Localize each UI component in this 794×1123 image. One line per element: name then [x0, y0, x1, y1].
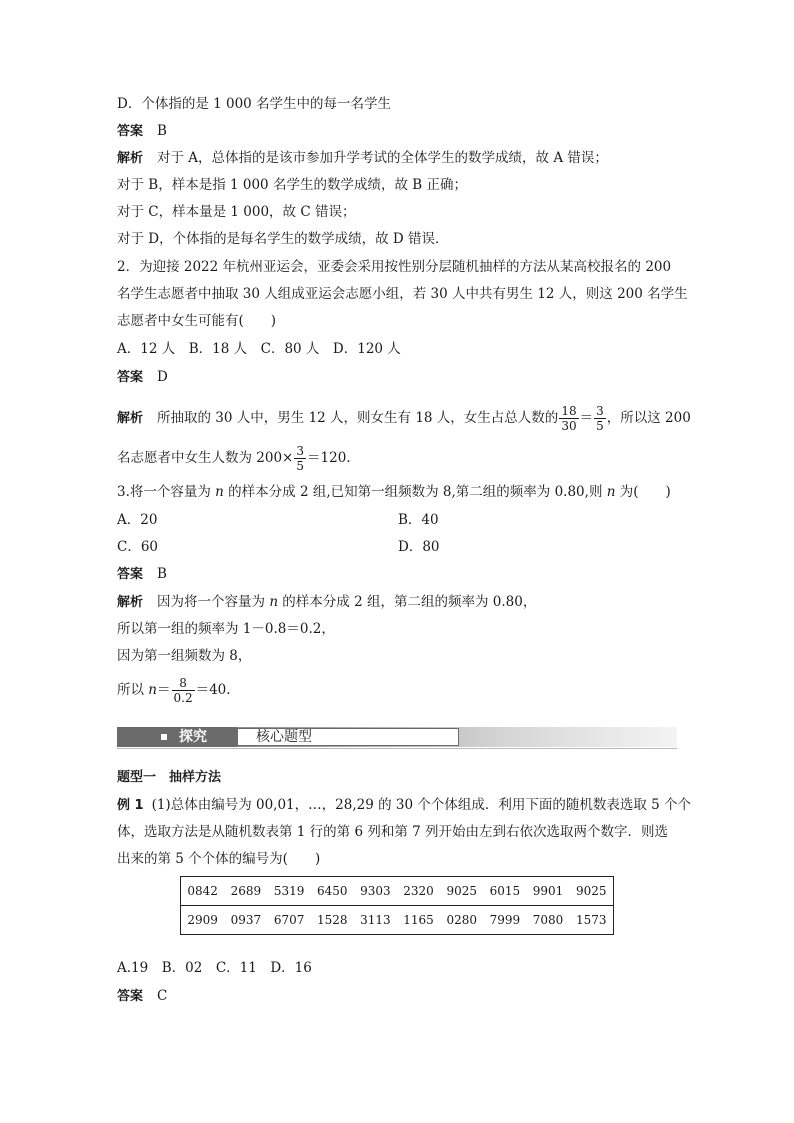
fraction-numerator: 3 [296, 444, 305, 458]
answer-value: D [157, 369, 168, 385]
equals-sign: ＝ [157, 682, 171, 698]
question-3 [117, 483, 671, 501]
analysis-text: 名志愿者中女生人数为 200× [117, 450, 294, 466]
example-text: (1)总体由编号为 00,01，…，28,29 的 30 个个体组成．利用下面的随机数表选取 5 个个 [151, 797, 692, 813]
example-1-line-3: 出来的第 5 个个体的编号为( ) [117, 851, 321, 867]
table-cell: 0280 [446, 913, 477, 927]
fraction-denominator: 5 [596, 419, 604, 433]
table-cell: 6450 [311, 877, 354, 906]
option-a: A．20 [117, 512, 158, 528]
fraction-denominator: 5 [296, 459, 305, 473]
fraction-numerator: 3 [596, 404, 604, 418]
analysis-3-line-1 [117, 593, 536, 612]
analysis-label: 解析 [117, 595, 144, 610]
analysis-text: ，所以这 200 [606, 410, 691, 426]
table-cell: 1165 [403, 913, 434, 927]
analysis-label: 解析 [117, 151, 144, 166]
answer-label: 答案 [117, 124, 144, 139]
question-2-line-3: 志愿者中女生可能有( ) [117, 313, 277, 329]
fraction-denominator: 30 [561, 419, 577, 433]
banner-left-box [117, 727, 237, 747]
answer-label: 答案 [117, 567, 144, 582]
table-cell: 2689 [224, 877, 267, 906]
example-1-options: A.19 B．02 C．11 D．16 [117, 960, 312, 976]
fraction-numerator: 18 [561, 404, 577, 418]
analysis-text: ＝120. [307, 450, 351, 466]
question-2-line-1: 2．为迎接 2022 年杭州亚运会，亚委会采用按性别分层随机抽样的方法从某高校报名的 200 [117, 259, 672, 275]
analysis-text: 的样本分成 2 组，第二组的频率为 0.80， [278, 594, 537, 610]
table-cell: 9025 [440, 877, 483, 906]
fraction [559, 404, 578, 433]
table-cell: 9303 [354, 877, 397, 906]
option-c: C．60 [117, 539, 159, 555]
fraction [294, 444, 306, 473]
example-1-line-2: 体，选取方法是从随机数表第 1 行的第 6 列和第 7 列开始由左到右依次选取两个数字．则选 [117, 824, 669, 840]
banner-right-box [237, 728, 459, 746]
fraction [594, 404, 606, 433]
variable-n: n [148, 682, 157, 698]
table-cell: 2320 [397, 877, 440, 906]
analysis-label: 解析 [117, 411, 144, 426]
option-d-3: D．80 [398, 539, 440, 555]
answer-label: 答案 [117, 989, 144, 1004]
answer-1 [117, 122, 167, 141]
answer-value: C [157, 988, 168, 1004]
table-cell: 5319 [268, 877, 311, 906]
square-bullet-icon [161, 734, 167, 740]
question-text: 的样本分成 2 组,已知第一组频数为 8,第二组的频率为 0.80,则 [223, 484, 607, 500]
option-d: D．个体指的是 1 000 名学生中的每一名学生 [117, 96, 392, 112]
fraction [172, 676, 195, 705]
analysis-3-line-2: 所以第一组的频率为 1－0.8＝0.2， [117, 621, 335, 637]
variable-n: n [215, 484, 224, 500]
example-1-line-1 [117, 796, 691, 815]
analysis-text: 对于 A，总体指的是该市参加升学考试的全体学生的数学成绩，故 A 错误； [157, 150, 608, 166]
table-cell: 3113 [360, 913, 391, 927]
analysis-1-c: 对于 C，样本量是 1 000，故 C 错误； [117, 204, 356, 220]
table-cell: 9025 [570, 877, 614, 906]
table-cell: 6707 [273, 913, 305, 927]
table-cell: 7999 [489, 913, 521, 927]
answer-3 [117, 565, 167, 584]
variable-n: n [269, 594, 279, 610]
question-2-options: A．12 人 B．18 人 C．80 人 D．120 人 [117, 341, 401, 357]
variable-n: n [606, 484, 616, 500]
table-cell: 0842 [181, 877, 225, 906]
analysis-text: 所抽取的 30 人中，男生 12 人，则女生有 18 人，女生占总人数的 [157, 410, 559, 426]
table-cell: 9901 [526, 877, 569, 906]
analysis-3-line-4 [117, 675, 231, 705]
question-text: 3.将一个容量为 [117, 484, 216, 500]
answer-value: B [157, 566, 167, 582]
table-cell: 6015 [483, 877, 526, 906]
table-cell: 2909 [187, 913, 218, 927]
equals-sign: ＝ [579, 410, 594, 426]
fraction-numerator: 8 [172, 676, 195, 691]
analysis-3-line-3: 因为第一组频数为 8， [117, 648, 252, 664]
analysis-2-line-2 [117, 443, 351, 473]
question-text: 为( ) [615, 484, 671, 500]
table-cell: 1528 [316, 913, 348, 927]
banner-underline [117, 748, 677, 749]
answer-4 [117, 987, 167, 1006]
type-heading [117, 768, 221, 787]
banner-right-label: 核心题型 [256, 729, 312, 745]
analysis-1-b: 对于 B，样本是指 1 000 名学生的数学成绩，故 B 正确； [117, 177, 467, 193]
analysis-1-a [117, 149, 608, 168]
analysis-text: 因为将一个容量为 [157, 594, 270, 610]
table-cell: 1573 [576, 913, 607, 927]
analysis-2-line-1 [117, 403, 691, 434]
section-banner [117, 727, 677, 747]
analysis-1-d: 对于 D，个体指的是每名学生的数学成绩，故 D 错误． [117, 231, 449, 247]
type-heading-text: 题型一 抽样方法 [117, 770, 222, 785]
option-b: B．40 [398, 512, 439, 528]
analysis-text: ＝40. [195, 682, 231, 698]
answer-2 [117, 368, 168, 387]
answer-value: B [157, 123, 167, 139]
fraction-denominator: 0.2 [173, 691, 193, 705]
table-row [181, 906, 614, 935]
analysis-text: 所以 [117, 682, 149, 698]
banner-left-label: 探究 [179, 729, 207, 745]
example-label: 例 1 [117, 798, 144, 813]
random-number-table [180, 876, 614, 935]
table-row [181, 877, 614, 906]
table-cell: 7080 [532, 913, 564, 927]
question-2-line-2: 名学生志愿者中抽取 30 人组成亚运会志愿小组，若 30 人中共有男生 12 人，则这 200 名学生 [117, 286, 688, 302]
table-cell: 0937 [230, 913, 262, 927]
answer-label: 答案 [117, 370, 144, 385]
